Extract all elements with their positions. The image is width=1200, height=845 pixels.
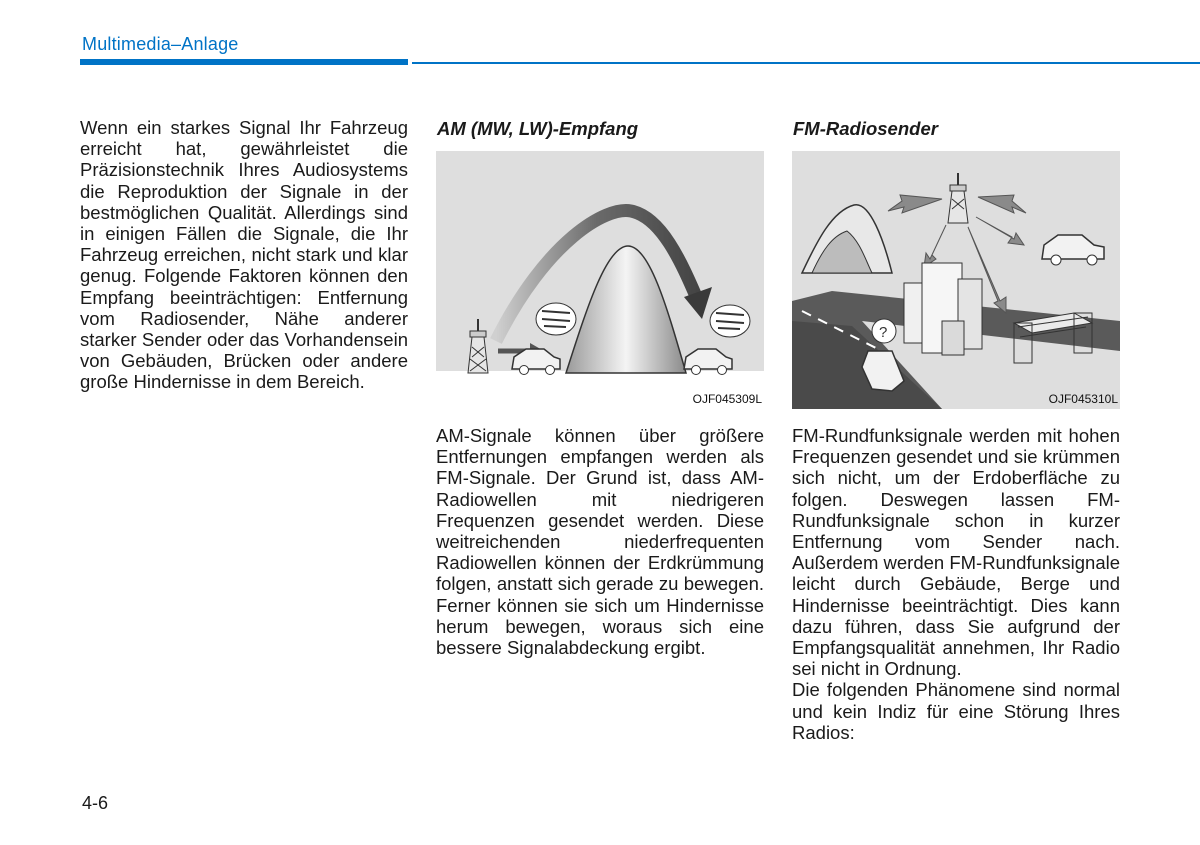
fm-paragraph-1: FM-Rundfunksignale werden mit hohen Frequenzen gesendet und sie krümmen sich nicht, um der Erdoberfläche zu folgen. Deswegen lassen FM-Rundfunksignale schon in kurzer Entfernung vom Sender nach. Außerdem werden FM-Rundfunksignale leicht durch Gebäude, Berge und Hindernisse beeinträchtigt. Dies kann dazu führen, dass Sie aufgrund der Empfangsqualität annehmen, Ihr Radio sei nicht in Ordnung. — [792, 425, 1121, 680]
fm-figure — [792, 151, 1120, 409]
radio-bubble-icon — [710, 305, 750, 337]
radio-tower-icon — [468, 319, 488, 373]
fm-figure-code: OJF045310L — [1048, 392, 1118, 406]
am-figure — [436, 151, 764, 409]
car-icon — [512, 349, 560, 375]
mountain-icon — [566, 246, 686, 373]
column-intro — [80, 117, 408, 393]
question-bubble-icon — [872, 319, 896, 343]
car-icon — [684, 349, 732, 375]
section-header-title: Multimedia–Anlage — [82, 34, 239, 54]
page-number: 4-6 — [82, 793, 109, 813]
header-rule-thick — [80, 59, 408, 65]
column-am — [436, 425, 764, 658]
radio-tower-icon — [948, 173, 968, 223]
fm-heading: FM-Radiosender — [793, 118, 938, 139]
car-icon — [1042, 235, 1104, 265]
radio-bubble-icon — [536, 303, 576, 335]
svg-text:?: ? — [879, 324, 888, 341]
am-figure-code: OJF045309L — [692, 392, 762, 406]
am-heading: AM (MW, LW)-Empfang — [437, 118, 639, 139]
header-rule-thin — [412, 62, 1200, 64]
building-icon — [904, 263, 982, 355]
fm-paragraph-2: Die folgenden Phänomene sind normal und kein Indiz für eine Störung Ihres Radios: — [792, 679, 1120, 743]
column-fm — [792, 425, 1120, 743]
intro-paragraph: Wenn ein starkes Signal Ihr Fahrzeug erreicht hat, gewährleistet die Präzisionstechnik Ihres Audiosystems die Reproduktion der Signale in der bestmöglichen Qualität. Allerdings sind in einigen Fällen die Signale, die Ihr Fahrzeug erreichen, nicht stark und klar genug. Folgende Faktoren können den Empfang beeinträchtigen: Entfernung vom Radiosender, Nähe anderer starker Sender oder das Vorhandensein von Gebäuden, Brücken oder andere große Hindernisse in dem Bereich. — [80, 117, 408, 393]
am-paragraph: AM-Signale können über größere Entfernungen empfangen werden als FM-Signale. Der Grund ist, dass AM-Radiowellen mit niedrigeren Frequenzen gesendet werden. Diese weitreichenden niederfrequenten Radiowellen können der Erdkrümmung folgen, anstatt sich gerade zu bewegen. Ferner können sie sich um Hindernisse herum bewegen, woraus sich eine bessere Signalabdeckung ergibt. — [436, 425, 764, 659]
mountain-icon — [802, 205, 892, 273]
